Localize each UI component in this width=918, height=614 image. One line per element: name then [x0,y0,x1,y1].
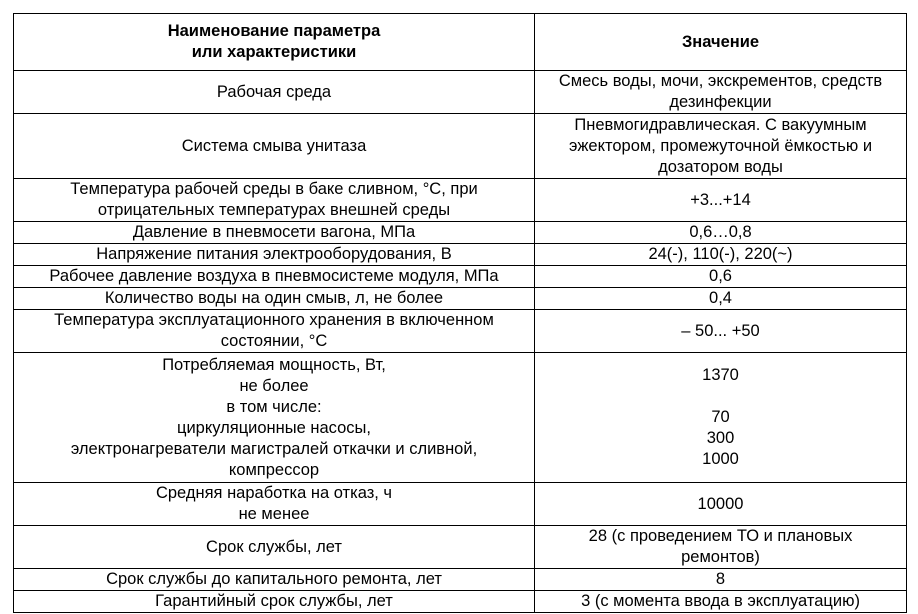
table-row [14,244,907,266]
parameter-text: компрессор [228,460,320,479]
value-text: 8 [715,570,726,588]
parameter-text: циркуляционные насосы, [177,418,371,437]
parameter-text: Рабочая среда [216,82,332,101]
parameter-cell [14,288,535,310]
value-cell [535,114,907,179]
value-text: ремонтов) [681,548,760,566]
value-cell [535,526,907,569]
parameter-text: Количество воды на один смыв, л, не более [104,289,444,307]
value-cell [535,244,907,266]
parameter-text: Напряжение питания электрооборудования, В [96,245,452,263]
value-text: 28 (с проведением ТО и плановых [588,527,853,545]
parameter-cell [14,310,535,353]
value-text: Пневмогидравлическая. С вакуумным [574,115,867,134]
value-cell [535,569,907,591]
value-cell [535,179,907,222]
value-cell [535,222,907,244]
parameter-text: Потребляемая мощность, Вт, [162,355,386,374]
table-row [14,266,907,288]
parameter-cell [14,526,535,569]
value-text: эжектором, промежуточной ёмкостью и [568,136,873,155]
parameter-text: Температура эксплуатационного хранения в включенном [54,311,494,329]
table-row [14,179,907,222]
specifications-table [13,13,907,613]
value-text: 0,4 [709,289,732,307]
parameter-text: Средняя наработка на отказ, ч [155,484,393,502]
table-row [14,526,907,569]
parameter-text: не менее [238,505,310,523]
table-row [14,114,907,179]
value-text: 3 (с момента ввода в эксплуатацию) [581,592,860,610]
parameter-cell [14,266,535,288]
value-text: 0,6 [709,267,732,285]
table-row [14,569,907,591]
parameter-cell [14,591,535,613]
header-parameter-line: или характеристики [191,43,357,61]
header-value-label: Значение [681,32,760,51]
parameter-text: не более [239,376,309,395]
parameter-text: отрицательных температурах внешней среды [97,201,451,219]
parameter-text: состоянии, °С [220,332,328,350]
value-text: 70 [711,408,730,426]
parameter-cell [14,569,535,591]
value-text: 1370 [702,366,739,384]
parameter-text: Рабочее давление воздуха в пневмосистеме модуля, МПа [49,267,499,285]
value-text: дозатором воды [658,157,783,176]
value-text: – 50... +50 [681,321,760,340]
parameter-cell [14,114,535,179]
parameter-cell [14,71,535,114]
value-text: 10000 [697,494,744,513]
table-row [14,310,907,353]
value-text: дезинфекции [669,93,772,111]
value-text: 0,6…0,8 [689,223,752,241]
parameter-cell [14,483,535,526]
value-spacer [541,386,900,407]
parameter-text: Система смыва унитаза [181,136,367,155]
value-text: 300 [706,429,735,447]
table-row [14,222,907,244]
value-cell [535,288,907,310]
parameter-cell [14,244,535,266]
value-text: 24(-), 110(-), 220(~) [648,245,793,263]
value-text: 1000 [702,450,739,468]
parameter-text: Давление в пневмосети вагона, МПа [132,223,416,241]
parameter-text: Температура рабочей среды в баке сливном, °С, при [70,180,478,198]
parameter-text: Срок службы, лет [206,537,342,556]
table-row [14,353,907,483]
value-cell [535,483,907,526]
parameter-cell [14,222,535,244]
table-row [14,288,907,310]
parameter-text: электронагреватели магистралей откачки и сливной, [70,439,478,458]
parameter-cell [14,179,535,222]
header-parameter [14,14,535,71]
value-cell [535,310,907,353]
header-value [535,14,907,71]
value-cell [535,591,907,613]
table-header-row [14,14,907,71]
parameter-text: в том числе: [226,397,322,416]
value-text: Смесь воды, мочи, экскрементов, средств [558,72,883,90]
value-cell [535,71,907,114]
value-text: +3...+14 [690,190,751,209]
parameter-text: Гарантийный срок службы, лет [155,592,393,610]
value-cell [535,266,907,288]
table-row [14,71,907,114]
table-row [14,591,907,613]
parameter-cell [14,353,535,483]
table-row [14,483,907,526]
header-parameter-line: Наименование параметра [167,22,381,40]
parameter-text: Срок службы до капитального ремонта, лет [106,570,442,588]
value-cell [535,353,907,483]
